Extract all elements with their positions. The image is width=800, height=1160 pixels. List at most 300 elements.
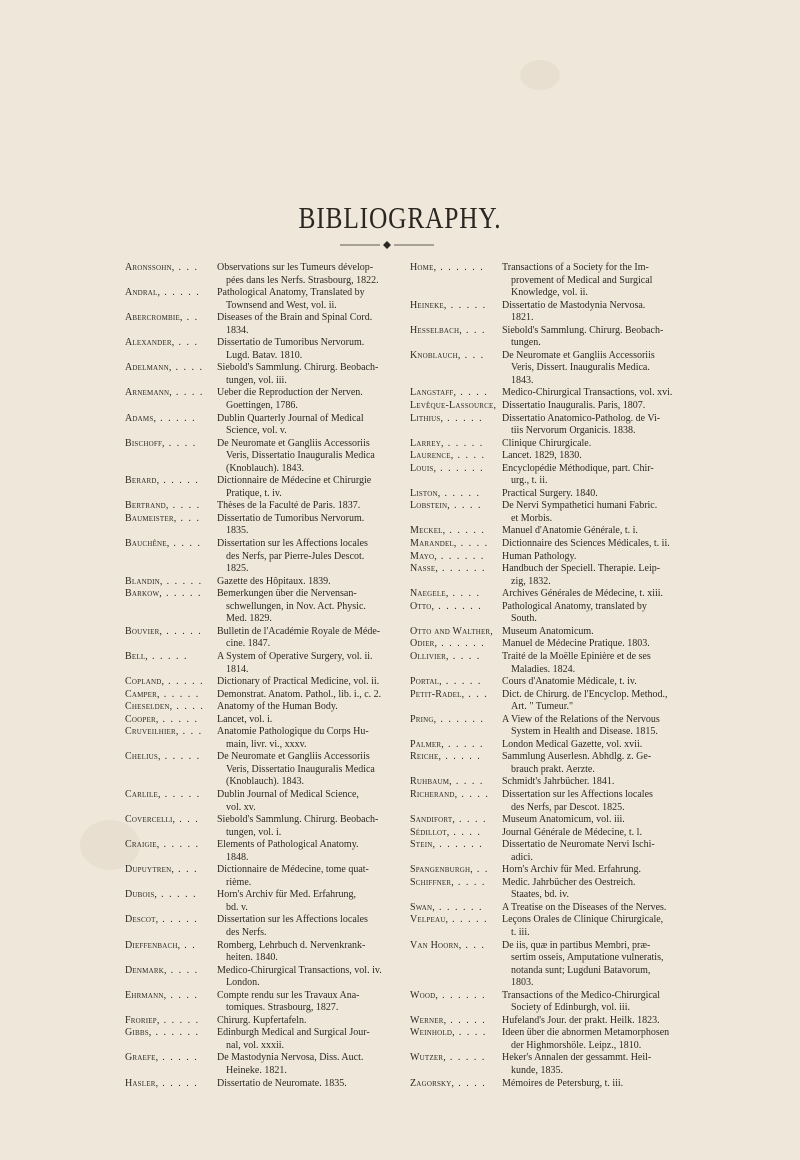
reference-line: Society of Edinburgh, vol. iii. <box>511 1002 630 1014</box>
entry-author <box>125 914 217 939</box>
bibliography-entry <box>125 676 407 689</box>
bibliography-entry <box>410 839 692 864</box>
reference-line: Dissertatio de Neuromate. 1835. <box>217 1077 347 1089</box>
reference-line: Pratique, t. iv. <box>226 487 282 499</box>
entry-author <box>125 814 217 839</box>
entry-author <box>125 651 217 676</box>
bibliography-entry <box>410 676 692 689</box>
leader-dots: . . . . . <box>160 788 201 800</box>
leader-dots: . . . . . . <box>435 839 484 851</box>
author-name: Louis, <box>410 462 437 474</box>
entry-reference <box>217 714 407 727</box>
reference-line: Bulletin de l'Académie Royale de Méde- <box>217 625 381 637</box>
entry-author <box>125 751 217 789</box>
leader-dots: . . . <box>461 324 486 336</box>
entry-reference <box>502 651 692 676</box>
reference-line: Veris, Dissert. Inauguralis Medica. <box>511 362 650 374</box>
entry-author <box>410 463 502 488</box>
entry-author <box>410 588 502 601</box>
entry-author <box>410 714 502 739</box>
entry-reference <box>502 262 692 300</box>
reference-line: A System of Operative Surgery, vol. ii. <box>217 650 373 662</box>
bibliography-entry <box>125 864 407 889</box>
entry-author <box>410 676 502 689</box>
entry-reference <box>502 413 692 438</box>
author-name: Arnemann, <box>125 387 172 399</box>
entry-reference <box>217 287 407 312</box>
reference-line: Dissertation sur les Affections locales <box>217 538 368 550</box>
leader-dots: . . . <box>174 337 199 349</box>
entry-reference <box>502 463 692 488</box>
leader-dots: . . . . <box>456 387 489 399</box>
reference-line: tomiques. Strasbourg, 1827. <box>226 1002 339 1014</box>
author-name: Wutzer, <box>410 1052 446 1064</box>
leader-dots: . . . <box>461 939 486 951</box>
bibliography-entry <box>410 714 692 739</box>
reference-line: des Nerfs. <box>226 926 267 938</box>
reference-line: Siebold's Sammlung. Chirurg. Beobach- <box>217 362 379 374</box>
entry-author <box>410 751 502 776</box>
leader-dots: . . . . <box>449 500 482 512</box>
entry-reference <box>502 814 692 827</box>
entry-reference <box>502 300 692 325</box>
author-name: Velpeau, <box>410 914 449 926</box>
author-name: Otto, <box>410 600 435 612</box>
author-name: Laurence, <box>410 450 454 462</box>
reference-line: South. <box>511 613 537 625</box>
reference-line: 1848. <box>226 851 249 863</box>
author-name: Wood, <box>410 989 439 1001</box>
bibliography-entry <box>125 475 407 500</box>
entry-author <box>410 626 502 639</box>
author-name: Richerand, <box>410 788 458 800</box>
reference-line: Clinique Chirurgicale. <box>502 437 592 449</box>
reference-line: Ideen über die abnormen Metamorphosen <box>502 1027 670 1039</box>
bibliography-entry <box>125 751 407 789</box>
reference-line: Compte rendu sur les Travaux Ana- <box>217 989 360 1001</box>
entry-author <box>125 940 217 965</box>
entry-author <box>125 513 217 538</box>
author-name: Werner, <box>410 1014 447 1026</box>
author-name: Cooper, <box>125 713 159 725</box>
reference-line: notanda sunt; Lugduni Batavorum, <box>511 964 651 976</box>
entry-author <box>125 1015 217 1028</box>
entry-reference <box>502 438 692 451</box>
entry-reference <box>217 814 407 839</box>
entry-author <box>410 990 502 1015</box>
author-name: Lithius, <box>410 412 444 424</box>
entry-reference <box>217 475 407 500</box>
leader-dots: . . . . . <box>160 751 201 763</box>
author-name: Denmark, <box>125 964 167 976</box>
author-name: Ollivier, <box>410 650 449 662</box>
reference-line: brauch prakt. Aerzte. <box>511 763 595 775</box>
author-name: Otto and Walther, <box>410 625 493 637</box>
entry-author <box>410 902 502 915</box>
reference-line: 1803. <box>511 977 534 989</box>
author-name: Hasler, <box>125 1077 159 1089</box>
reference-line: schwellungen, in Nov. Act. Physic. <box>226 600 366 612</box>
entry-reference <box>502 839 692 864</box>
reference-line: Lancet. 1829, 1830. <box>502 450 582 462</box>
reference-line: 1821. <box>511 312 534 324</box>
entry-reference <box>502 488 692 501</box>
author-name: Marandel, <box>410 538 457 550</box>
reference-line: London. <box>226 977 260 989</box>
entry-author <box>125 965 217 990</box>
author-name: Carlile, <box>125 788 161 800</box>
author-name: Sédillot, <box>410 826 450 838</box>
bibliography-entry <box>125 262 407 287</box>
reference-line: Townsend and West, vol. ii. <box>226 299 337 311</box>
leader-dots: . . . <box>175 814 200 826</box>
reference-line: Dict. de Chirurg. de l'Encyclop. Method., <box>502 688 668 700</box>
entry-reference <box>502 588 692 601</box>
reference-line: Ueber die Reproduction der Nerven. <box>217 387 363 399</box>
reference-line: adici. <box>511 851 533 863</box>
reference-line: Museum Anatomicum. <box>502 625 594 637</box>
reference-line: main, livr. vi., xxxv. <box>226 738 307 750</box>
entry-reference <box>502 789 692 814</box>
reference-line: Lugd. Batav. 1810. <box>226 349 303 361</box>
bibliography-entry <box>125 287 407 312</box>
leader-dots: . . . . <box>453 450 486 462</box>
entry-author <box>125 689 217 702</box>
leader-dots: . . . . <box>454 1027 487 1039</box>
bibliography-entry <box>125 362 407 387</box>
entry-author <box>125 789 217 814</box>
entry-reference <box>217 513 407 538</box>
reference-line: Siebold's Sammlung. Chirurg. Beobach- <box>217 814 379 826</box>
bibliography-entry <box>125 651 407 676</box>
author-name: Bell, <box>125 650 148 662</box>
leader-dots: . . . . <box>451 776 484 788</box>
entry-author <box>125 337 217 362</box>
author-name: Petit-Radel, <box>410 688 465 700</box>
reference-line: Journal Générale de Médecine, t. l. <box>502 826 642 838</box>
reference-line: et Morbis. <box>511 512 553 524</box>
bibliography-entry <box>410 500 692 525</box>
bibliography-entry <box>125 413 407 438</box>
entry-reference <box>217 940 407 965</box>
entry-author <box>125 839 217 864</box>
reference-line: Veris, Dissertatio Inauguralis Medica <box>226 450 375 462</box>
bibliography-entry <box>410 789 692 814</box>
leader-dots: . . . . . <box>159 475 200 487</box>
reference-line: Edinburgh Medical and Surgical Jour- <box>217 1027 370 1039</box>
bibliography-entry <box>125 312 407 337</box>
author-name: Naegele, <box>410 588 449 600</box>
entry-author <box>125 538 217 576</box>
entry-author <box>410 814 502 827</box>
leader-dots: . . . . . <box>162 625 203 637</box>
entry-reference <box>217 676 407 689</box>
bibliography-entry <box>125 500 407 513</box>
page-title: BIBLIOGRAPHY. <box>298 200 502 235</box>
leader-dots: . . . . . <box>162 588 203 600</box>
reference-line: des Nerfs, par Pierre-Jules Descot. <box>226 550 365 562</box>
bibliography-entry <box>410 387 692 400</box>
reference-line: London Medical Gazette, vol. xvii. <box>502 738 643 750</box>
leader-dots: . . . . <box>171 362 204 374</box>
entry-reference <box>217 1078 407 1091</box>
entry-author <box>410 438 502 451</box>
entry-author <box>125 576 217 589</box>
divider-ornament <box>340 240 434 250</box>
bibliography-entry <box>125 626 407 651</box>
entry-author <box>410 877 502 902</box>
entry-reference <box>217 1052 407 1077</box>
entry-reference <box>502 525 692 538</box>
entry-reference <box>502 739 692 752</box>
reference-line: t. iii. <box>511 926 530 938</box>
author-name: Berard, <box>125 475 160 487</box>
leader-dots: . . . . . <box>441 751 482 763</box>
bibliography-entry <box>125 1015 407 1028</box>
reference-line: Leçons Orales de Clinique Chirurgicale, <box>502 914 664 926</box>
reference-line: Thèses de la Faculté de Paris. 1837. <box>217 500 361 512</box>
reference-line: Siebold's Sammlung. Chirurg. Beobach- <box>502 324 664 336</box>
reference-line: System in Health and Disease. 1815. <box>511 726 658 738</box>
author-name: Bauchêne, <box>125 538 170 550</box>
author-name: Andral, <box>125 287 161 299</box>
bibliography-right-column <box>410 262 692 1090</box>
author-name: Covercelli, <box>125 814 176 826</box>
reference-line: Medico-Chirurgical Transactions, vol. iv. <box>217 964 382 976</box>
entry-author <box>410 538 502 551</box>
leader-dots: . . . . . . <box>151 1027 200 1039</box>
bibliography-entry <box>410 400 692 413</box>
entry-author <box>125 500 217 513</box>
reference-line: Cours d'Anatomie Médicale, t. iv. <box>502 676 637 688</box>
reference-line: A View of the Relations of the Nervous <box>502 713 660 725</box>
author-name: Home, <box>410 262 437 273</box>
bibliography-entry <box>125 1078 407 1091</box>
leader-dots: . . . . . <box>446 299 487 311</box>
leader-dots: . . <box>472 864 489 876</box>
entry-reference <box>217 1015 407 1028</box>
bibliography-entry <box>125 789 407 814</box>
leader-dots: . . . <box>464 688 489 700</box>
author-name: Mayo, <box>410 550 437 562</box>
leader-dots: . . . . . <box>158 1052 199 1064</box>
entry-author <box>410 387 502 400</box>
reference-line: Horn's Archiv für Med. Erfahrung, <box>217 889 356 901</box>
entry-author <box>410 413 502 438</box>
reference-line: Handbuch der Speciell. Therapie. Leip- <box>502 563 661 575</box>
entry-reference <box>217 914 407 939</box>
reference-line: Med. 1829. <box>226 613 272 625</box>
reference-line: vol. xv. <box>226 801 256 813</box>
bibliography-entry <box>410 689 692 714</box>
bibliography-entry <box>410 551 692 564</box>
entry-author <box>410 739 502 752</box>
author-name: Dupuytren, <box>125 864 175 876</box>
bibliography-entry <box>410 638 692 651</box>
entry-reference <box>502 601 692 626</box>
reference-line: Dictionary of Practical Medicine, vol. ii. <box>217 676 380 688</box>
entry-author <box>410 525 502 538</box>
bibliography-entry <box>125 588 407 626</box>
entry-reference <box>217 726 407 751</box>
author-name: Bertrand, <box>125 500 169 512</box>
entry-author <box>410 651 502 676</box>
reference-line: De Neuromate et Gangliis Accessoriis <box>217 437 370 449</box>
reference-line: Demonstrat. Anatom. Pathol., lib. i., c. 2. <box>217 688 382 700</box>
entry-author <box>410 450 502 463</box>
reference-line: pées dans les Nerfs. Strasbourg, 1822. <box>226 274 379 286</box>
reference-line: Dissertation sur les Affections locales <box>502 788 653 800</box>
entry-author <box>125 387 217 412</box>
leader-dots: . . . . <box>448 588 481 600</box>
author-name: Descot, <box>125 914 159 926</box>
reference-line: bd. v. <box>226 901 248 913</box>
leader-dots: . . . <box>176 512 201 524</box>
entry-reference <box>502 1015 692 1028</box>
reference-line: Practical Surgery. 1840. <box>502 487 598 499</box>
author-name: Gibbs, <box>125 1027 152 1039</box>
entry-reference <box>217 362 407 387</box>
entry-reference <box>502 626 692 639</box>
reference-line: Dissertatio de Mastodynia Nervosa. <box>502 299 646 311</box>
entry-author <box>410 1015 502 1028</box>
entry-reference <box>502 638 692 651</box>
author-name: Copland, <box>125 676 165 688</box>
reference-line: kunde, 1835. <box>511 1065 563 1076</box>
entry-author <box>125 1052 217 1077</box>
bibliography-entry <box>410 814 692 827</box>
leader-dots: . . . . . <box>159 839 200 851</box>
reference-line: tungen, vol. iii. <box>226 374 287 386</box>
bibliography-entry <box>410 538 692 551</box>
author-name: Van Hoorn, <box>410 939 462 951</box>
leader-dots: . . . . <box>454 1077 487 1089</box>
reference-line: Goettingen, 1786. <box>226 400 298 412</box>
entry-reference <box>217 1027 407 1052</box>
leader-dots: . . . . . <box>448 914 489 926</box>
entry-author <box>125 312 217 337</box>
reference-line: A Treatise on the Diseases of the Nerves. <box>502 901 667 913</box>
entry-author <box>410 839 502 864</box>
leader-dots: . . . . . <box>158 914 199 926</box>
entry-reference <box>502 689 692 714</box>
bibliography-entry <box>125 337 407 362</box>
author-name: Zagorsky, <box>410 1077 455 1089</box>
entry-reference <box>217 626 407 651</box>
leader-dots: . . . . . <box>445 1052 486 1064</box>
entry-author <box>410 914 502 939</box>
leader-dots: . . . . . <box>443 738 484 750</box>
entry-reference <box>502 325 692 350</box>
author-name: Graefe, <box>125 1052 159 1064</box>
entry-reference <box>502 827 692 840</box>
entry-reference <box>502 400 692 413</box>
author-name: Ehrmann, <box>125 989 167 1001</box>
leader-dots: . . . . <box>448 650 481 662</box>
bibliography-entry <box>125 1027 407 1052</box>
reference-line: Traité de la Moëlle Epinière et de ses <box>502 650 651 662</box>
entry-reference <box>217 387 407 412</box>
leader-dots: . . . . <box>457 788 490 800</box>
entry-author <box>410 488 502 501</box>
reference-line: cine. 1847. <box>226 638 271 650</box>
entry-reference <box>217 990 407 1015</box>
entry-reference <box>217 651 407 676</box>
bibliography-entry <box>410 1052 692 1077</box>
leader-dots: . . . . . <box>162 575 203 587</box>
bibliography-entry <box>410 588 692 601</box>
entry-reference <box>217 789 407 814</box>
entry-author <box>410 1027 502 1052</box>
bibliography-entry <box>410 739 692 752</box>
leader-dots: . . . . . . <box>437 638 486 650</box>
leader-dots: . . . . . <box>159 1014 200 1026</box>
author-name: Froriep, <box>125 1014 160 1026</box>
reference-line: Anatomy of the Human Body. <box>217 701 338 713</box>
bibliography-entry <box>125 990 407 1015</box>
author-name: Cruveilhier, <box>125 726 179 738</box>
bibliography-entry <box>410 827 692 840</box>
bibliography-entry <box>125 701 407 714</box>
leader-dots: . . . . . <box>156 412 197 424</box>
bibliography-entry <box>125 940 407 965</box>
entry-author <box>125 1078 217 1091</box>
author-name: Alexander, <box>125 337 175 349</box>
author-name: Odier, <box>410 638 438 650</box>
bibliography-entry <box>410 1078 692 1091</box>
entry-author <box>125 990 217 1015</box>
leader-dots: . . <box>180 939 197 951</box>
leader-dots: . . . . . <box>148 650 188 662</box>
entry-author <box>410 789 502 814</box>
leader-dots: . . . . . <box>440 487 481 499</box>
reference-line: Pathological Anatomy, Translated by <box>217 287 365 299</box>
author-name: Portal, <box>410 676 442 688</box>
reference-line: Romberg, Lehrbuch d. Nervenkrank- <box>217 939 366 951</box>
bibliography-entry <box>125 726 407 751</box>
bibliography-entry <box>410 1027 692 1052</box>
reference-line: Gazette des Hôpitaux. 1839. <box>217 575 331 587</box>
entry-reference <box>217 538 407 576</box>
bibliography-entry <box>125 914 407 939</box>
bibliography-entry <box>125 814 407 839</box>
bibliography-entry <box>410 488 692 501</box>
leader-dots: . . . . . . <box>436 713 485 725</box>
leader-dots: . . . . . <box>158 1077 199 1089</box>
author-name: Weinhold, <box>410 1027 455 1039</box>
reference-line: Horn's Archiv für Med. Erfahrung. <box>502 864 641 876</box>
reference-line: Manuel d'Anatomie Générale, t. i. <box>502 525 638 537</box>
author-name: Liston, <box>410 487 441 499</box>
reference-line: Dictionnaire des Sciences Médicales, t. ii. <box>502 538 670 550</box>
leader-dots: . . . . . <box>443 412 484 424</box>
entry-reference <box>502 387 692 400</box>
leader-dots: . . <box>182 312 199 324</box>
bibliography-entry <box>410 751 692 776</box>
reference-line: Veris, Dissertatio Inauguralis Medica <box>226 763 375 775</box>
reference-line: Maladies. 1824. <box>511 663 576 675</box>
entry-author <box>125 362 217 387</box>
entry-author <box>410 262 502 300</box>
entry-reference <box>502 902 692 915</box>
entry-author <box>410 940 502 990</box>
leader-dots: . . . . . . <box>436 262 485 273</box>
leader-dots: . . . . <box>453 876 486 888</box>
paper-stain <box>520 60 560 90</box>
author-name: Hesselbach, <box>410 324 462 336</box>
author-name: Schiffner, <box>410 876 454 888</box>
bibliography-entry <box>410 525 692 538</box>
